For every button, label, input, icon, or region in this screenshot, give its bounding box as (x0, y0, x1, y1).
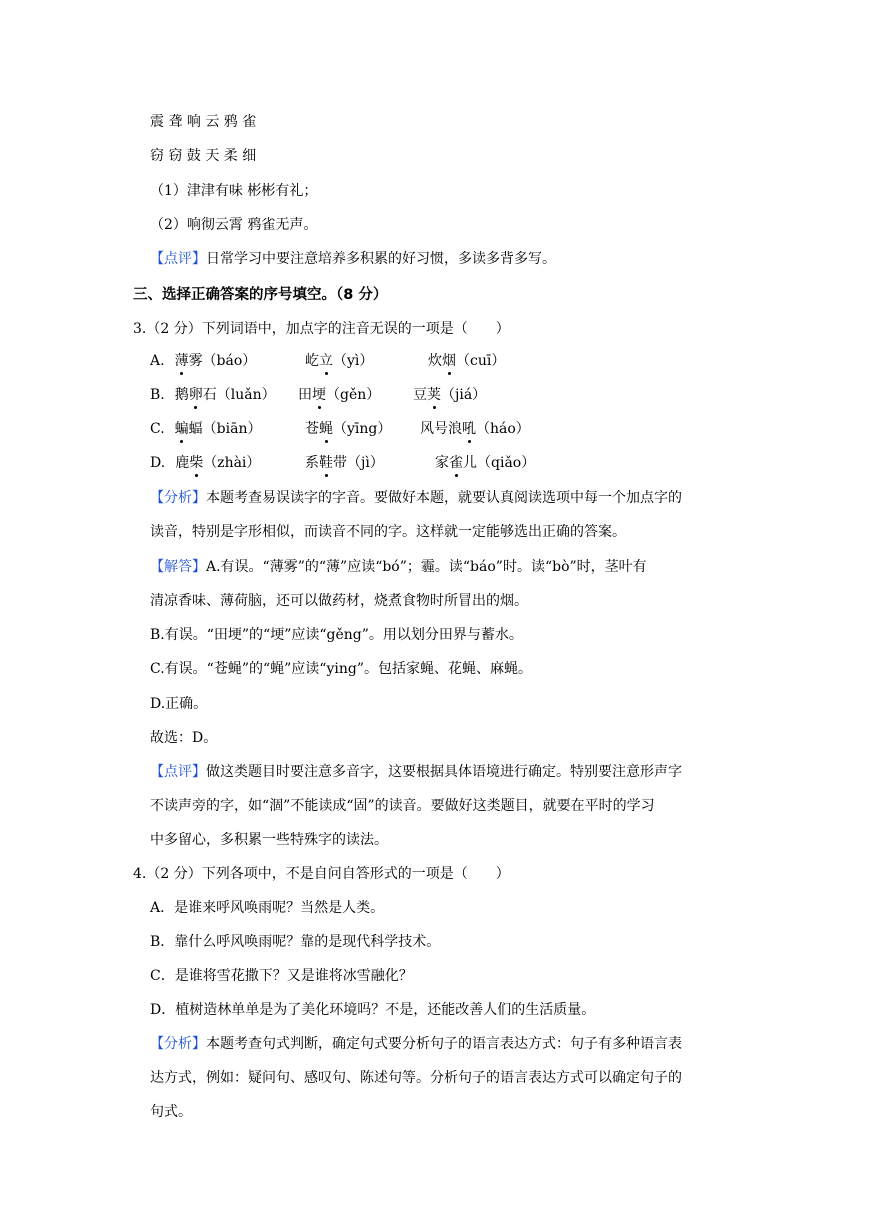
q4-option-a: A．是谁来呼风唤雨呢？当然是人类。 (150, 900, 385, 916)
q3-option-b-word-2: 田埂（gěn） (298, 387, 381, 403)
dotted-char: 埂 (312, 387, 326, 403)
dotted-char: 蝇 (319, 421, 333, 437)
q3-option-c-word-3: 风号浪吼（háo） (420, 421, 530, 437)
comment-text: 日常学习中要注意培养多积累的好习惯，多读多背多写。 (206, 251, 556, 267)
section-3-title: 三、选择正确答案的序号填空。（8 分） (133, 287, 388, 303)
q3-choose: 故选：D。 (150, 730, 218, 746)
q3-option-c-word-2: 苍蝇（yīng） (305, 421, 392, 437)
dotted-char: 雀 (449, 455, 463, 471)
q4-analysis-line-1: 【分析】本题考查句式判断，确定句式要分析句子的语言表达方式：句子有多种语言表 (150, 1036, 682, 1052)
q4-option-b: B．靠什么呼风唤雨呢？靠的是现代科学技术。 (150, 934, 441, 950)
dotted-char: 吼 (462, 421, 476, 437)
q3-solution-c: C.有误。“苍蝇”的“蝇”应读“ying”。包括家蝇、花蝇、麻蝇。 (150, 661, 532, 677)
comment-tag: 【点评】 (150, 251, 206, 267)
q3-option-d-word-3: 家雀儿（qiǎo） (435, 455, 536, 471)
q3-option-d: D. 鹿柴（zhài） (150, 455, 261, 471)
q3-solution-line-1: 【解答】A.有误。“薄雾”的“薄”应读“bó”；霾。读“báo”时。读“bò”时，茎叶有 (150, 559, 647, 575)
q3-option-b-word-3: 豆荚（jiá） (413, 387, 487, 403)
q3-option-a-word-2: 屹立（yì） (305, 353, 374, 369)
q4-analysis-line-2: 达方式，例如：疑问句、感叹句、陈述句等。分析句子的语言表达方式可以确定句子的 (150, 1070, 682, 1086)
dotted-char: 薄 (174, 353, 189, 369)
q3-solution-d: D.正确。 (150, 696, 208, 712)
word-grid-row-2: 窃 窃 鼓 天 柔 细 (150, 148, 257, 164)
dotted-char: 鞋 (319, 455, 333, 471)
analysis-tag: 【分析】 (150, 1036, 206, 1052)
dotted-char: 柴 (189, 455, 204, 471)
q3-analysis-line-2: 读音，特别是字形相似，而读音不同的字。这样就一定能够选出正确的答案。 (150, 524, 626, 540)
q3-comment-line-3: 中多留心，多积累一些特殊字的读法。 (150, 832, 388, 848)
q4-option-d: D．植树造林单单是为了美化环境吗？不是，还能改善人们的生活质量。 (150, 1002, 596, 1018)
dotted-char: 荚 (427, 387, 441, 403)
solution-tag: 【解答】 (150, 559, 206, 575)
answer-line-1: （1）津津有味 彬彬有礼； (150, 183, 318, 199)
comment-tag: 【点评】 (150, 764, 206, 780)
q3-comment-line-1: 【点评】做这类题目时要注意多音字，这要根据具体语境进行确定。特别要注意形声字 (150, 764, 682, 780)
word-grid-row-1: 震 聋 响 云 鸦 雀 (150, 114, 257, 130)
q4-analysis-line-3: 句式。 (150, 1104, 192, 1120)
comment-line (150, 249, 556, 269)
dotted-char: 立 (319, 353, 333, 369)
q3-solution-line-2: 清凉香味、薄荷脑，还可以做药材，烧煮食物时所冒出的烟。 (150, 593, 528, 609)
q4-option-c: C．是谁将雪花撒下？又是谁将冰雪融化？ (150, 968, 413, 984)
dotted-char: 烟 (442, 353, 456, 369)
q3-analysis-line-1: 【分析】本题考查易误读字的字音。要做好本题，就要认真阅读选项中每一个加点字的 (150, 490, 682, 506)
q3-option-d-word-2: 系鞋带（jì） (305, 455, 384, 471)
dotted-char: 卵 (188, 387, 203, 403)
q3-solution-b: B.有误。“田埂”的“埂”应读“gěng”。用以划分田界与蓄水。 (150, 627, 523, 643)
q3-option-a: A. 薄雾（báo） (150, 353, 257, 369)
q3-comment-line-2: 不读声旁的字，如“涸”不能读成“固”的读音。要做好这类题目，就要在平时的学习 (150, 798, 655, 814)
dotted-char: 蝙 (174, 421, 189, 437)
q3-stem: 3.（2 分）下列词语中，加点字的注音无误的一项是（ ） (133, 321, 510, 337)
analysis-tag: 【分析】 (150, 490, 206, 506)
answer-line-2: （2）响彻云霄 鸦雀无声。 (150, 217, 318, 233)
q4-stem: 4.（2 分）下列各项中，不是自问自答形式的一项是（ ） (133, 866, 510, 882)
q3-option-a-word-3: 炊烟（cuī） (428, 353, 506, 369)
q3-option-b: B. 鹅卵石（luǎn） (150, 387, 276, 403)
q3-option-c: C. 蝙蝠（biān） (150, 421, 262, 437)
